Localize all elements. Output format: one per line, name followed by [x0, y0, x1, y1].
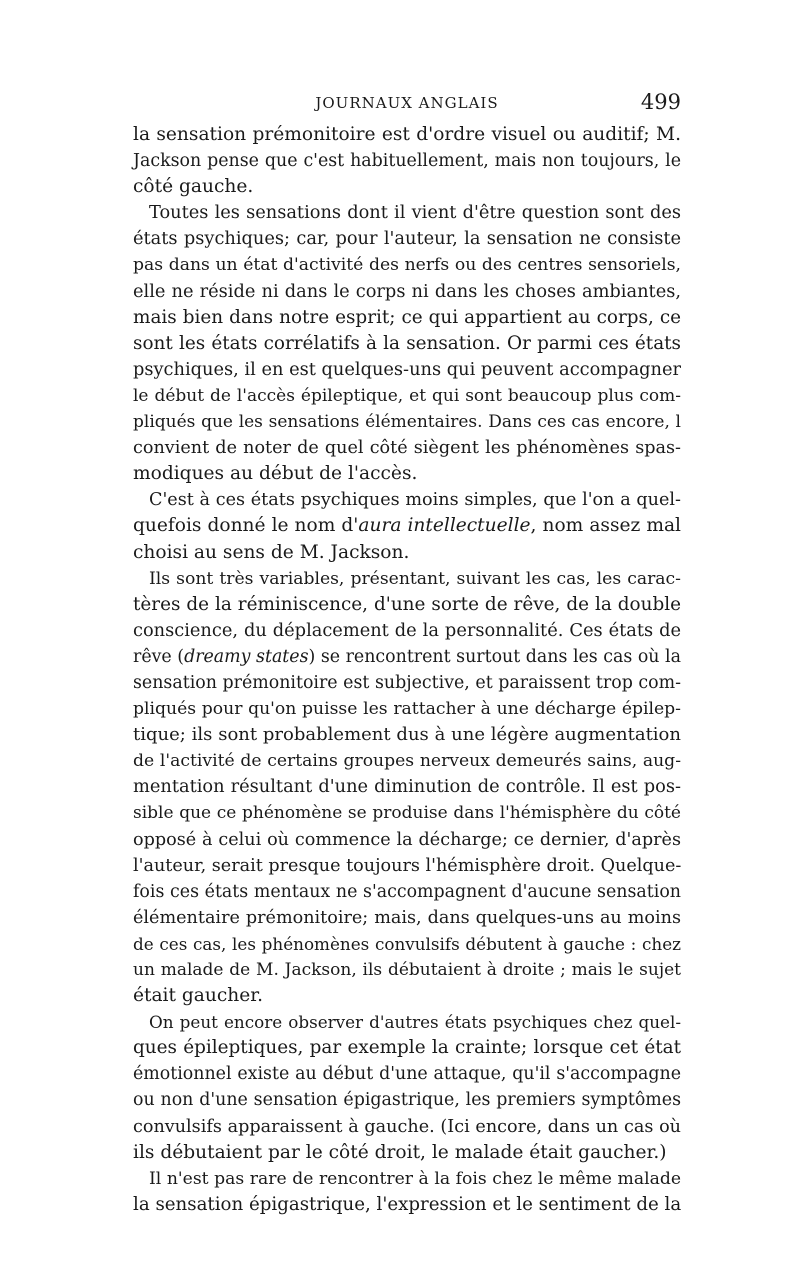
italic-term: aura intellectuelle: [358, 515, 531, 537]
text-line: Ils sont très variables, présentant, suivant les cas, les carac-: [149, 568, 681, 589]
text-line: la sensation épigastrique, l'expression et le sentiment de la: [133, 1193, 682, 1215]
page-number: 499: [640, 90, 681, 114]
text-line: Toutes les sensations dont il vient d'être question sont des: [149, 202, 681, 224]
text-line: de ces cas, les phénomènes convulsifs débutent à gauche : chez: [133, 933, 681, 954]
line-segment: rêve (: [133, 646, 185, 667]
italic-term: dreamy states: [184, 646, 309, 667]
text-line: tères de la réminiscence, d'une sorte de rêve, de la double: [133, 593, 681, 615]
text-line: convulsifs apparaissent à gauche. (Ici encore, dans un cas où: [133, 1116, 681, 1137]
text-line: C'est à ces états psychiques moins simples, que l'on a quel-: [149, 490, 681, 511]
text-line: choisi au sens de M. Jackson.: [133, 541, 410, 563]
text-line: mentation résultant d'une diminution de contrôle. Il est pos-: [133, 776, 681, 798]
text-line: psychiques, il en est quelques-uns qui peuvent accompagner: [133, 358, 682, 380]
line-segment: , nom assez mal: [530, 515, 681, 537]
text-line: mais bien dans notre esprit; ce qui appartient au corps, ce: [133, 306, 681, 328]
text-line: modiques au début de l'accès.: [133, 463, 418, 485]
text-line: élémentaire prémonitoire; mais, dans quelques-uns au moins: [133, 907, 681, 928]
text-line: ques épileptiques, par exemple la crainte; lorsque cet état: [133, 1037, 681, 1059]
text-line: un malade de M. Jackson, ils débutaient à droite ; mais le sujet: [133, 960, 681, 980]
text-line: Jackson pense que c'est habituellement, mais non toujours, le: [133, 151, 681, 172]
text-line: conscience, du déplacement de la personnalité. Ces états de: [133, 619, 681, 641]
text-line: états psychiques; car, pour l'auteur, la sensation ne consiste: [133, 228, 681, 250]
text-line: pliqués que les sensations élémentaires. Dans ces cas encore, l: [133, 412, 681, 433]
line-segment: quefois donné le nom d': [133, 515, 359, 537]
text-line: pas dans un état d'activité des nerfs ou des centres sensoriels,: [133, 255, 681, 276]
text-line: l'auteur, serait presque toujours l'hémisphère droit. Quelque-: [133, 855, 682, 876]
text-line: était gaucher.: [133, 985, 264, 1007]
text-line: On peut encore observer d'autres états psychiques chez quel-: [149, 1012, 681, 1033]
text-line: elle ne réside ni dans le corps ni dans les choses ambiantes,: [133, 280, 681, 302]
text-line: la sensation prémonitoire est d'ordre visuel ou auditif; M.: [133, 124, 681, 145]
text-line: sensation prémonitoire est subjective, et paraissent trop com-: [133, 672, 681, 693]
text-line: sont les états corrélatifs à la sensation. Or parmi ces états: [133, 332, 681, 354]
line-segment: ) se rencontrent surtout dans les cas où la: [308, 646, 681, 667]
text-line: côté gauche.: [133, 176, 254, 198]
text-line: opposé à celui où commence la décharge; ce dernier, d'après: [133, 829, 681, 850]
text-line: convient de noter de quel côté siègent les phénomènes spas-: [133, 438, 681, 459]
text-line: Il n'est pas rare de rencontrer à la fois chez le même malade: [149, 1168, 681, 1189]
text-line: ou non d'une sensation épigastrique, les premiers symptômes: [133, 1090, 681, 1111]
text-line: [133, 644, 681, 670]
text-line: fois ces états mentaux ne s'accompagnent d'aucune sensation: [133, 881, 681, 902]
text-line: le début de l'accès épileptique, et qui sont beaucoup plus com-: [133, 385, 681, 406]
text-line: sible que ce phénomène se produise dans l'hémisphère du côté: [133, 803, 681, 824]
text-line: ils débutaient par le côté droit, le malade était gaucher.): [133, 1141, 667, 1163]
body-text: [133, 122, 681, 1218]
text-line: pliqués pour qu'on puisse les rattacher à une décharge épilep-: [133, 699, 681, 720]
text-line: tique; ils sont probablement dus à une légère augmentation: [133, 724, 681, 746]
text-line: de l'activité de certains groupes nerveux demeurés sains, aug-: [133, 751, 681, 772]
text-line: [133, 513, 681, 539]
text-line: émotionnel existe au début d'une attaque, qu'il s'accompagne: [133, 1064, 681, 1085]
running-title: JOURNAUX ANGLAIS: [315, 94, 499, 112]
running-head: [133, 90, 681, 120]
